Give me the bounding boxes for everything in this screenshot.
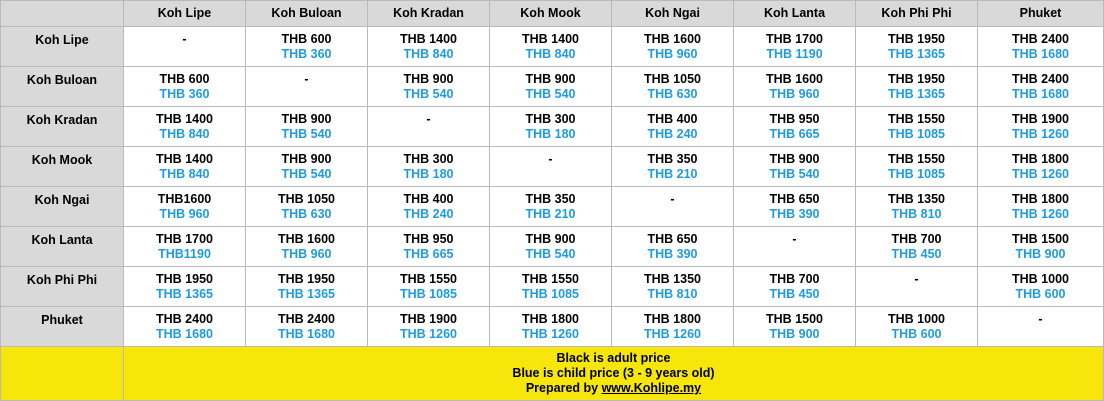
legend-credit-prefix: Prepared by (525, 381, 602, 395)
price-cell (856, 107, 978, 147)
adult-price: THB 1900 (1012, 112, 1069, 126)
adult-price: THB 1700 (766, 32, 823, 46)
price-cell (978, 267, 1104, 307)
same-island-dash: - (548, 152, 553, 166)
child-price: THB 1085 (888, 127, 945, 141)
adult-price: THB 1050 (278, 192, 335, 206)
price-cell (856, 27, 978, 67)
table-row (1, 107, 1104, 147)
price-cell (246, 107, 368, 147)
child-price: THB 1680 (156, 327, 213, 341)
price-cell (612, 147, 734, 187)
adult-price: THB 1400 (156, 112, 213, 126)
adult-price: THB 400 (403, 192, 454, 206)
column-header: Koh Phi Phi (856, 1, 978, 27)
adult-price: THB 300 (403, 152, 454, 166)
child-price: THB 360 (281, 47, 332, 61)
child-price: THB 540 (403, 87, 454, 101)
price-cell (612, 67, 734, 107)
price-cell (124, 227, 246, 267)
child-price: THB 810 (891, 207, 942, 221)
child-price: THB 1680 (1012, 47, 1069, 61)
price-cell (368, 67, 490, 107)
child-price: THB 1260 (1012, 207, 1069, 221)
child-price: THB 210 (525, 207, 576, 221)
price-cell (978, 107, 1104, 147)
legend-child-note: Blue is child price (3 - 9 years old) (512, 366, 715, 380)
price-cell (856, 67, 978, 107)
child-price: THB 180 (525, 127, 576, 141)
price-cell (734, 147, 856, 187)
child-price: THB 1260 (400, 327, 457, 341)
legend-adult-note: Black is adult price (556, 351, 671, 365)
adult-price: THB 1800 (1012, 192, 1069, 206)
adult-price: THB 1950 (156, 272, 213, 286)
child-price: THB 1365 (278, 287, 335, 301)
child-price: THB 390 (647, 247, 698, 261)
adult-price: THB 900 (525, 232, 576, 246)
price-cell (368, 227, 490, 267)
price-cell (734, 267, 856, 307)
column-header: Koh Lanta (734, 1, 856, 27)
child-price: THB 360 (159, 87, 210, 101)
row-header: Phuket (1, 307, 124, 347)
child-price: THB 810 (647, 287, 698, 301)
price-cell (490, 27, 612, 67)
adult-price: THB 1600 (766, 72, 823, 86)
child-price: THB 900 (769, 327, 820, 341)
child-price: THB 540 (525, 87, 576, 101)
table-row (1, 147, 1104, 187)
child-price: THB 240 (647, 127, 698, 141)
child-price: THB 1260 (1012, 167, 1069, 181)
column-header: Phuket (978, 1, 1104, 27)
legend-spacer (1, 347, 124, 401)
legend-row (1, 347, 1104, 401)
price-cell (368, 147, 490, 187)
adult-price: THB 1600 (644, 32, 701, 46)
price-cell (978, 227, 1104, 267)
price-cell (490, 187, 612, 227)
price-cell (490, 107, 612, 147)
table-row (1, 67, 1104, 107)
adult-price: THB 650 (647, 232, 698, 246)
child-price: THB 540 (281, 127, 332, 141)
price-cell (246, 147, 368, 187)
child-price: THB 1365 (888, 47, 945, 61)
adult-price: THB 600 (281, 32, 332, 46)
child-price: THB 210 (647, 167, 698, 181)
row-header: Koh Lipe (1, 27, 124, 67)
adult-price: THB 700 (891, 232, 942, 246)
price-cell (368, 307, 490, 347)
price-cell (734, 187, 856, 227)
price-cell (978, 147, 1104, 187)
adult-price: THB 700 (769, 272, 820, 286)
adult-price: THB 400 (647, 112, 698, 126)
price-cell (978, 27, 1104, 67)
price-cell (368, 267, 490, 307)
adult-price: THB 1800 (644, 312, 701, 326)
adult-price: THB 1950 (888, 32, 945, 46)
child-price: THB 840 (525, 47, 576, 61)
price-cell (612, 267, 734, 307)
table-row (1, 307, 1104, 347)
child-price: THB 665 (403, 247, 454, 261)
adult-price: THB 950 (769, 112, 820, 126)
child-price: THB 1365 (888, 87, 945, 101)
price-cell (246, 67, 368, 107)
price-cell (612, 107, 734, 147)
adult-price: THB 1050 (644, 72, 701, 86)
adult-price: THB 1800 (522, 312, 579, 326)
same-island-dash: - (304, 72, 309, 86)
price-cell (490, 267, 612, 307)
adult-price: THB 900 (281, 152, 332, 166)
price-cell (978, 187, 1104, 227)
price-cell (124, 27, 246, 67)
price-cell (490, 227, 612, 267)
same-island-dash: - (670, 192, 675, 206)
adult-price: THB 1500 (766, 312, 823, 326)
same-island-dash: - (792, 232, 797, 246)
child-price: THB 1260 (1012, 127, 1069, 141)
adult-price: THB 2400 (1012, 72, 1069, 86)
price-cell (612, 307, 734, 347)
child-price: THB 840 (159, 167, 210, 181)
child-price: THB 390 (769, 207, 820, 221)
adult-price: THB 2400 (278, 312, 335, 326)
row-header: Koh Buloan (1, 67, 124, 107)
price-cell (612, 187, 734, 227)
price-cell (734, 227, 856, 267)
price-cell (246, 187, 368, 227)
adult-price: THB 1350 (888, 192, 945, 206)
child-price: THB 1085 (522, 287, 579, 301)
child-price: THB 1365 (156, 287, 213, 301)
adult-price: THB 650 (769, 192, 820, 206)
header-row (1, 1, 1104, 27)
adult-price: THB 1800 (1012, 152, 1069, 166)
adult-price: THB 1350 (644, 272, 701, 286)
price-cell (124, 107, 246, 147)
child-price: THB 1680 (278, 327, 335, 341)
child-price: THB 540 (525, 247, 576, 261)
price-cell (856, 147, 978, 187)
row-header: Koh Kradan (1, 107, 124, 147)
price-cell (978, 67, 1104, 107)
child-price: THB 1680 (1012, 87, 1069, 101)
child-price: THB 665 (769, 127, 820, 141)
price-cell (124, 267, 246, 307)
price-cell (368, 107, 490, 147)
child-price: THB 540 (769, 167, 820, 181)
table-row (1, 187, 1104, 227)
adult-price: THB 600 (159, 72, 210, 86)
table-row (1, 27, 1104, 67)
child-price: THB 960 (647, 47, 698, 61)
legend-credit (124, 381, 1103, 396)
same-island-dash: - (1038, 312, 1043, 326)
price-cell (246, 227, 368, 267)
same-island-dash: - (426, 112, 431, 126)
price-cell (612, 27, 734, 67)
adult-price: THB 1550 (888, 152, 945, 166)
adult-price: THB 350 (525, 192, 576, 206)
row-header: Koh Phi Phi (1, 267, 124, 307)
child-price: THB 600 (1015, 287, 1066, 301)
adult-price: THB 1000 (1012, 272, 1069, 286)
child-price: THB 540 (281, 167, 332, 181)
adult-price: THB 900 (281, 112, 332, 126)
column-header: Koh Kradan (368, 1, 490, 27)
price-cell (734, 107, 856, 147)
child-price: THB 630 (647, 87, 698, 101)
price-cell (490, 67, 612, 107)
adult-price: THB 2400 (1012, 32, 1069, 46)
adult-price: THB 1700 (156, 232, 213, 246)
adult-price: THB1600 (157, 192, 212, 206)
child-price: THB 1085 (888, 167, 945, 181)
adult-price: THB 1400 (522, 32, 579, 46)
child-price: THB 450 (769, 287, 820, 301)
adult-price: THB 900 (525, 72, 576, 86)
kohlipe-link[interactable]: www.Kohlipe.my (601, 381, 702, 395)
child-price: THB 630 (281, 207, 332, 221)
corner-cell (1, 1, 124, 27)
adult-price: THB 1600 (278, 232, 335, 246)
price-cell (734, 67, 856, 107)
child-price: THB 960 (281, 247, 332, 261)
price-cell (368, 27, 490, 67)
child-price: THB 840 (403, 47, 454, 61)
adult-price: THB 900 (403, 72, 454, 86)
price-cell (856, 187, 978, 227)
adult-price: THB 350 (647, 152, 698, 166)
row-header: Koh Lanta (1, 227, 124, 267)
column-header: Koh Lipe (124, 1, 246, 27)
same-island-dash: - (182, 32, 187, 46)
price-cell (612, 227, 734, 267)
adult-price: THB 300 (525, 112, 576, 126)
adult-price: THB 1400 (400, 32, 457, 46)
child-price: THB 840 (159, 127, 210, 141)
price-cell (856, 227, 978, 267)
price-cell (856, 267, 978, 307)
child-price: THB 600 (891, 327, 942, 341)
price-cell (734, 27, 856, 67)
price-cell (124, 67, 246, 107)
price-cell (124, 187, 246, 227)
adult-price: THB 1950 (278, 272, 335, 286)
adult-price: THB 2400 (156, 312, 213, 326)
price-cell (124, 307, 246, 347)
adult-price: THB 1550 (888, 112, 945, 126)
adult-price: THB 950 (403, 232, 454, 246)
child-price: THB 1260 (644, 327, 701, 341)
child-price: THB 960 (769, 87, 820, 101)
legend (124, 347, 1104, 401)
price-cell (246, 27, 368, 67)
price-cell (368, 187, 490, 227)
child-price: THB 450 (891, 247, 942, 261)
child-price: THB 1260 (522, 327, 579, 341)
adult-price: THB 1000 (888, 312, 945, 326)
child-price: THB1190 (158, 247, 211, 261)
adult-price: THB 1900 (400, 312, 457, 326)
adult-price: THB 900 (769, 152, 820, 166)
child-price: THB 900 (1015, 247, 1066, 261)
price-cell (856, 307, 978, 347)
table-body (1, 27, 1104, 347)
price-cell (246, 267, 368, 307)
row-header: Koh Ngai (1, 187, 124, 227)
column-header: Koh Buloan (246, 1, 368, 27)
row-header: Koh Mook (1, 147, 124, 187)
adult-price: THB 1500 (1012, 232, 1069, 246)
child-price: THB 1085 (400, 287, 457, 301)
same-island-dash: - (914, 272, 919, 286)
table-row (1, 267, 1104, 307)
child-price: THB 180 (403, 167, 454, 181)
price-cell (124, 147, 246, 187)
adult-price: THB 1550 (522, 272, 579, 286)
table-row (1, 227, 1104, 267)
price-cell (978, 307, 1104, 347)
column-header: Koh Mook (490, 1, 612, 27)
price-cell (490, 307, 612, 347)
price-cell (246, 307, 368, 347)
adult-price: THB 1550 (400, 272, 457, 286)
column-header: Koh Ngai (612, 1, 734, 27)
price-cell (734, 307, 856, 347)
child-price: THB 240 (403, 207, 454, 221)
adult-price: THB 1950 (888, 72, 945, 86)
child-price: THB 960 (159, 207, 210, 221)
child-price: THB 1190 (766, 47, 823, 61)
price-cell (490, 147, 612, 187)
adult-price: THB 1400 (156, 152, 213, 166)
